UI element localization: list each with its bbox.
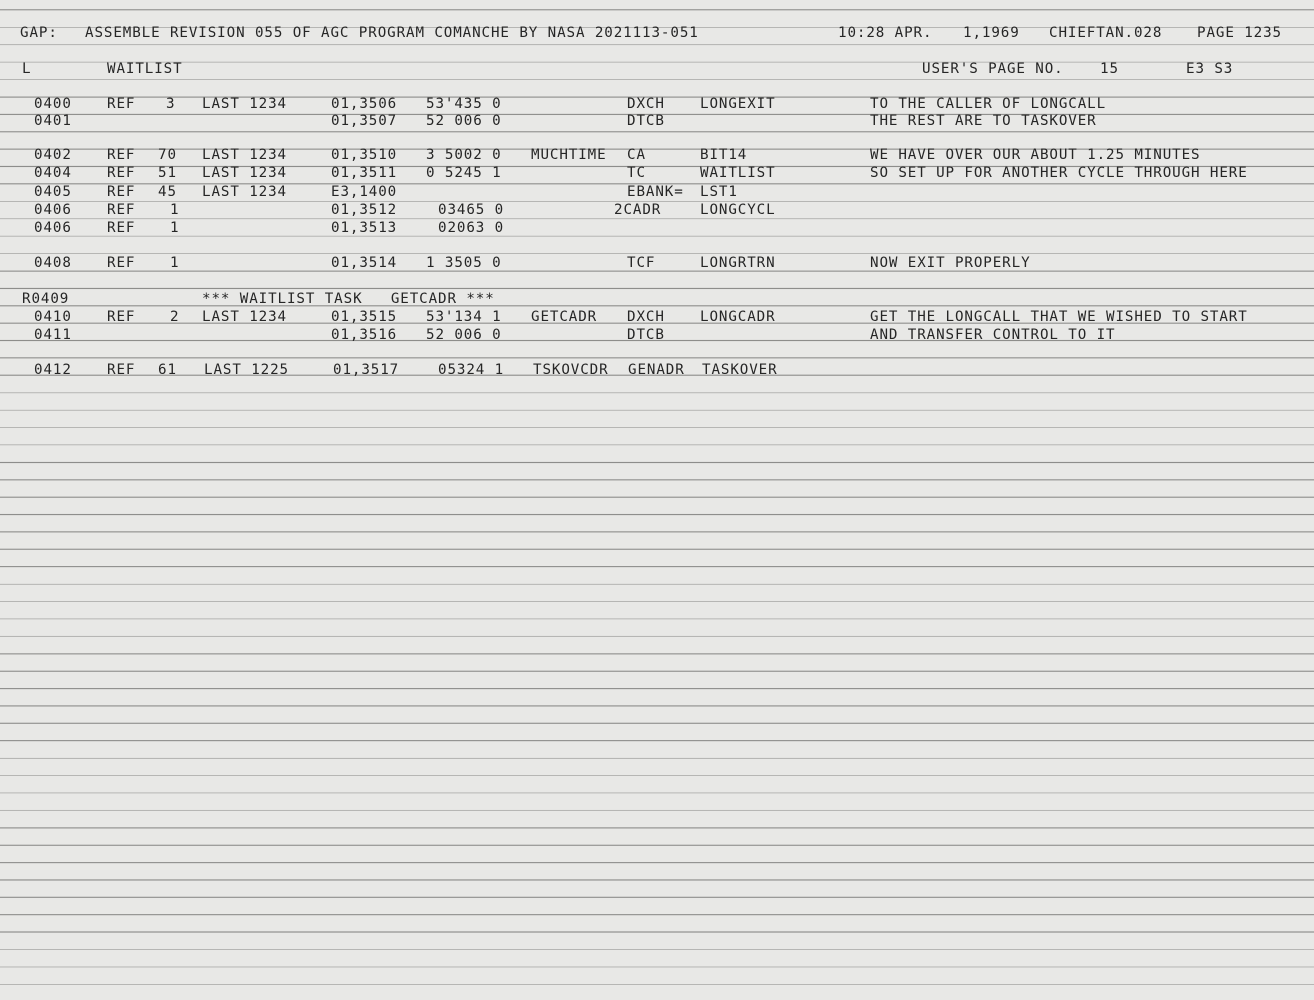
comment: NOW EXIT PROPERLY bbox=[870, 255, 1031, 271]
address: 01,3513 bbox=[331, 220, 398, 236]
operand: WAITLIST bbox=[700, 165, 776, 181]
operand: TASKOVER bbox=[702, 362, 778, 378]
listing-row bbox=[0, 308, 1314, 326]
opcode: DXCH bbox=[627, 96, 665, 112]
object-code: 52 006 0 bbox=[426, 327, 502, 343]
ref-count: 70 bbox=[158, 147, 177, 163]
task-banner: *** WAITLIST TASK GETCADR *** bbox=[202, 291, 495, 307]
listing-type: L bbox=[22, 61, 32, 77]
object-code: 53'134 1 bbox=[426, 309, 502, 325]
line-number: 0411 bbox=[34, 327, 72, 343]
object-code: 05324 1 bbox=[438, 362, 505, 378]
comment: TO THE CALLER OF LONGCALL bbox=[870, 96, 1107, 112]
object-code: 0 5245 1 bbox=[426, 165, 502, 181]
address: 01,3514 bbox=[331, 255, 398, 271]
comment: AND TRANSFER CONTROL TO IT bbox=[870, 327, 1116, 343]
opcode: 2CADR bbox=[614, 202, 662, 218]
listing-row bbox=[0, 112, 1314, 130]
line-number: 0410 bbox=[34, 309, 72, 325]
line-number: 0405 bbox=[34, 184, 72, 200]
ref-count: 51 bbox=[158, 165, 177, 181]
object-code: 03465 0 bbox=[438, 202, 505, 218]
listing-row bbox=[0, 254, 1314, 272]
ref-marker: REF bbox=[107, 220, 136, 236]
ref-count: 3 bbox=[166, 96, 176, 112]
listing-row bbox=[0, 164, 1314, 182]
header-job: CHIEFTAN.028 bbox=[1049, 25, 1163, 41]
opcode: GENADR bbox=[628, 362, 685, 378]
header-title: ASSEMBLE REVISION 055 OF AGC PROGRAM COMANCHE BY NASA 2021113-051 bbox=[85, 25, 699, 41]
symbol-label: TSKOVCDR bbox=[533, 362, 609, 378]
listing-row bbox=[0, 201, 1314, 219]
opcode: DXCH bbox=[627, 309, 665, 325]
listing-row bbox=[0, 95, 1314, 113]
symbol-label: MUCHTIME bbox=[531, 147, 607, 163]
object-code: 53'435 0 bbox=[426, 96, 502, 112]
operand: LST1 bbox=[700, 184, 738, 200]
ref-marker: REF bbox=[107, 96, 136, 112]
ref-marker: REF bbox=[107, 362, 136, 378]
ref-count: 61 bbox=[158, 362, 177, 378]
ref-marker: REF bbox=[107, 184, 136, 200]
bank-id: E3 S3 bbox=[1186, 61, 1234, 77]
listing-row bbox=[0, 326, 1314, 344]
comment: THE REST ARE TO TASKOVER bbox=[870, 113, 1097, 129]
line-number: 0412 bbox=[34, 362, 72, 378]
ref-count: 1 bbox=[170, 220, 180, 236]
subheader-line bbox=[0, 60, 1314, 78]
address: 01,3510 bbox=[331, 147, 398, 163]
section-name: WAITLIST bbox=[107, 61, 183, 77]
user-page-label: USER'S PAGE NO. bbox=[922, 61, 1064, 77]
object-code: 52 006 0 bbox=[426, 113, 502, 129]
header-prefix: GAP: bbox=[20, 25, 58, 41]
opcode: DTCB bbox=[627, 113, 665, 129]
comment: WE HAVE OVER OUR ABOUT 1.25 MINUTES bbox=[870, 147, 1201, 163]
line-number: 0404 bbox=[34, 165, 72, 181]
header-time: 10:28 APR. bbox=[838, 25, 933, 41]
operand: BIT14 bbox=[700, 147, 748, 163]
address: 01,3511 bbox=[331, 165, 398, 181]
opcode: CA bbox=[627, 147, 646, 163]
opcode: TC bbox=[627, 165, 646, 181]
ref-count: 1 bbox=[170, 255, 180, 271]
opcode: EBANK= bbox=[627, 184, 684, 200]
address: 01,3516 bbox=[331, 327, 398, 343]
ref-marker: REF bbox=[107, 165, 136, 181]
line-number: 0402 bbox=[34, 147, 72, 163]
line-number: 0406 bbox=[34, 202, 72, 218]
user-page-number: 15 bbox=[1100, 61, 1119, 77]
line-number: 0408 bbox=[34, 255, 72, 271]
last-ref: LAST 1234 bbox=[202, 165, 287, 181]
operand: LONGCYCL bbox=[700, 202, 776, 218]
symbol-label: GETCADR bbox=[531, 309, 598, 325]
comment: GET THE LONGCALL THAT WE WISHED TO START bbox=[870, 309, 1248, 325]
address: 01,3506 bbox=[331, 96, 398, 112]
ref-marker: REF bbox=[107, 202, 136, 218]
last-ref: LAST 1234 bbox=[202, 184, 287, 200]
listing-row bbox=[0, 146, 1314, 164]
last-ref: LAST 1234 bbox=[202, 96, 287, 112]
ref-count: 1 bbox=[170, 202, 180, 218]
line-number: 0401 bbox=[34, 113, 72, 129]
ref-count: 2 bbox=[170, 309, 180, 325]
address: 01,3517 bbox=[333, 362, 400, 378]
last-ref: LAST 1225 bbox=[204, 362, 289, 378]
header-page: PAGE 1235 bbox=[1197, 25, 1282, 41]
line-number: 0400 bbox=[34, 96, 72, 112]
line-number: 0406 bbox=[34, 220, 72, 236]
ref-count: 45 bbox=[158, 184, 177, 200]
object-code: 02063 0 bbox=[438, 220, 505, 236]
address: 01,3507 bbox=[331, 113, 398, 129]
operand: LONGCADR bbox=[700, 309, 776, 325]
object-code: 1 3505 0 bbox=[426, 255, 502, 271]
last-ref: LAST 1234 bbox=[202, 309, 287, 325]
last-ref: LAST 1234 bbox=[202, 147, 287, 163]
address: 01,3515 bbox=[331, 309, 398, 325]
operand: LONGEXIT bbox=[700, 96, 776, 112]
listing-row bbox=[0, 219, 1314, 237]
listing-row bbox=[0, 361, 1314, 379]
address: E3,1400 bbox=[331, 184, 398, 200]
header-date: 1,1969 bbox=[963, 25, 1020, 41]
comment: SO SET UP FOR ANOTHER CYCLE THROUGH HERE bbox=[870, 165, 1248, 181]
listing-row bbox=[0, 290, 1314, 308]
header-line bbox=[0, 24, 1314, 42]
ref-marker: REF bbox=[107, 309, 136, 325]
address: 01,3512 bbox=[331, 202, 398, 218]
object-code: 3 5002 0 bbox=[426, 147, 502, 163]
ref-marker: REF bbox=[107, 147, 136, 163]
opcode: DTCB bbox=[627, 327, 665, 343]
operand: LONGRTRN bbox=[700, 255, 776, 271]
ref-marker: REF bbox=[107, 255, 136, 271]
opcode: TCF bbox=[627, 255, 656, 271]
listing-row bbox=[0, 183, 1314, 201]
line-number: R0409 bbox=[22, 291, 70, 307]
